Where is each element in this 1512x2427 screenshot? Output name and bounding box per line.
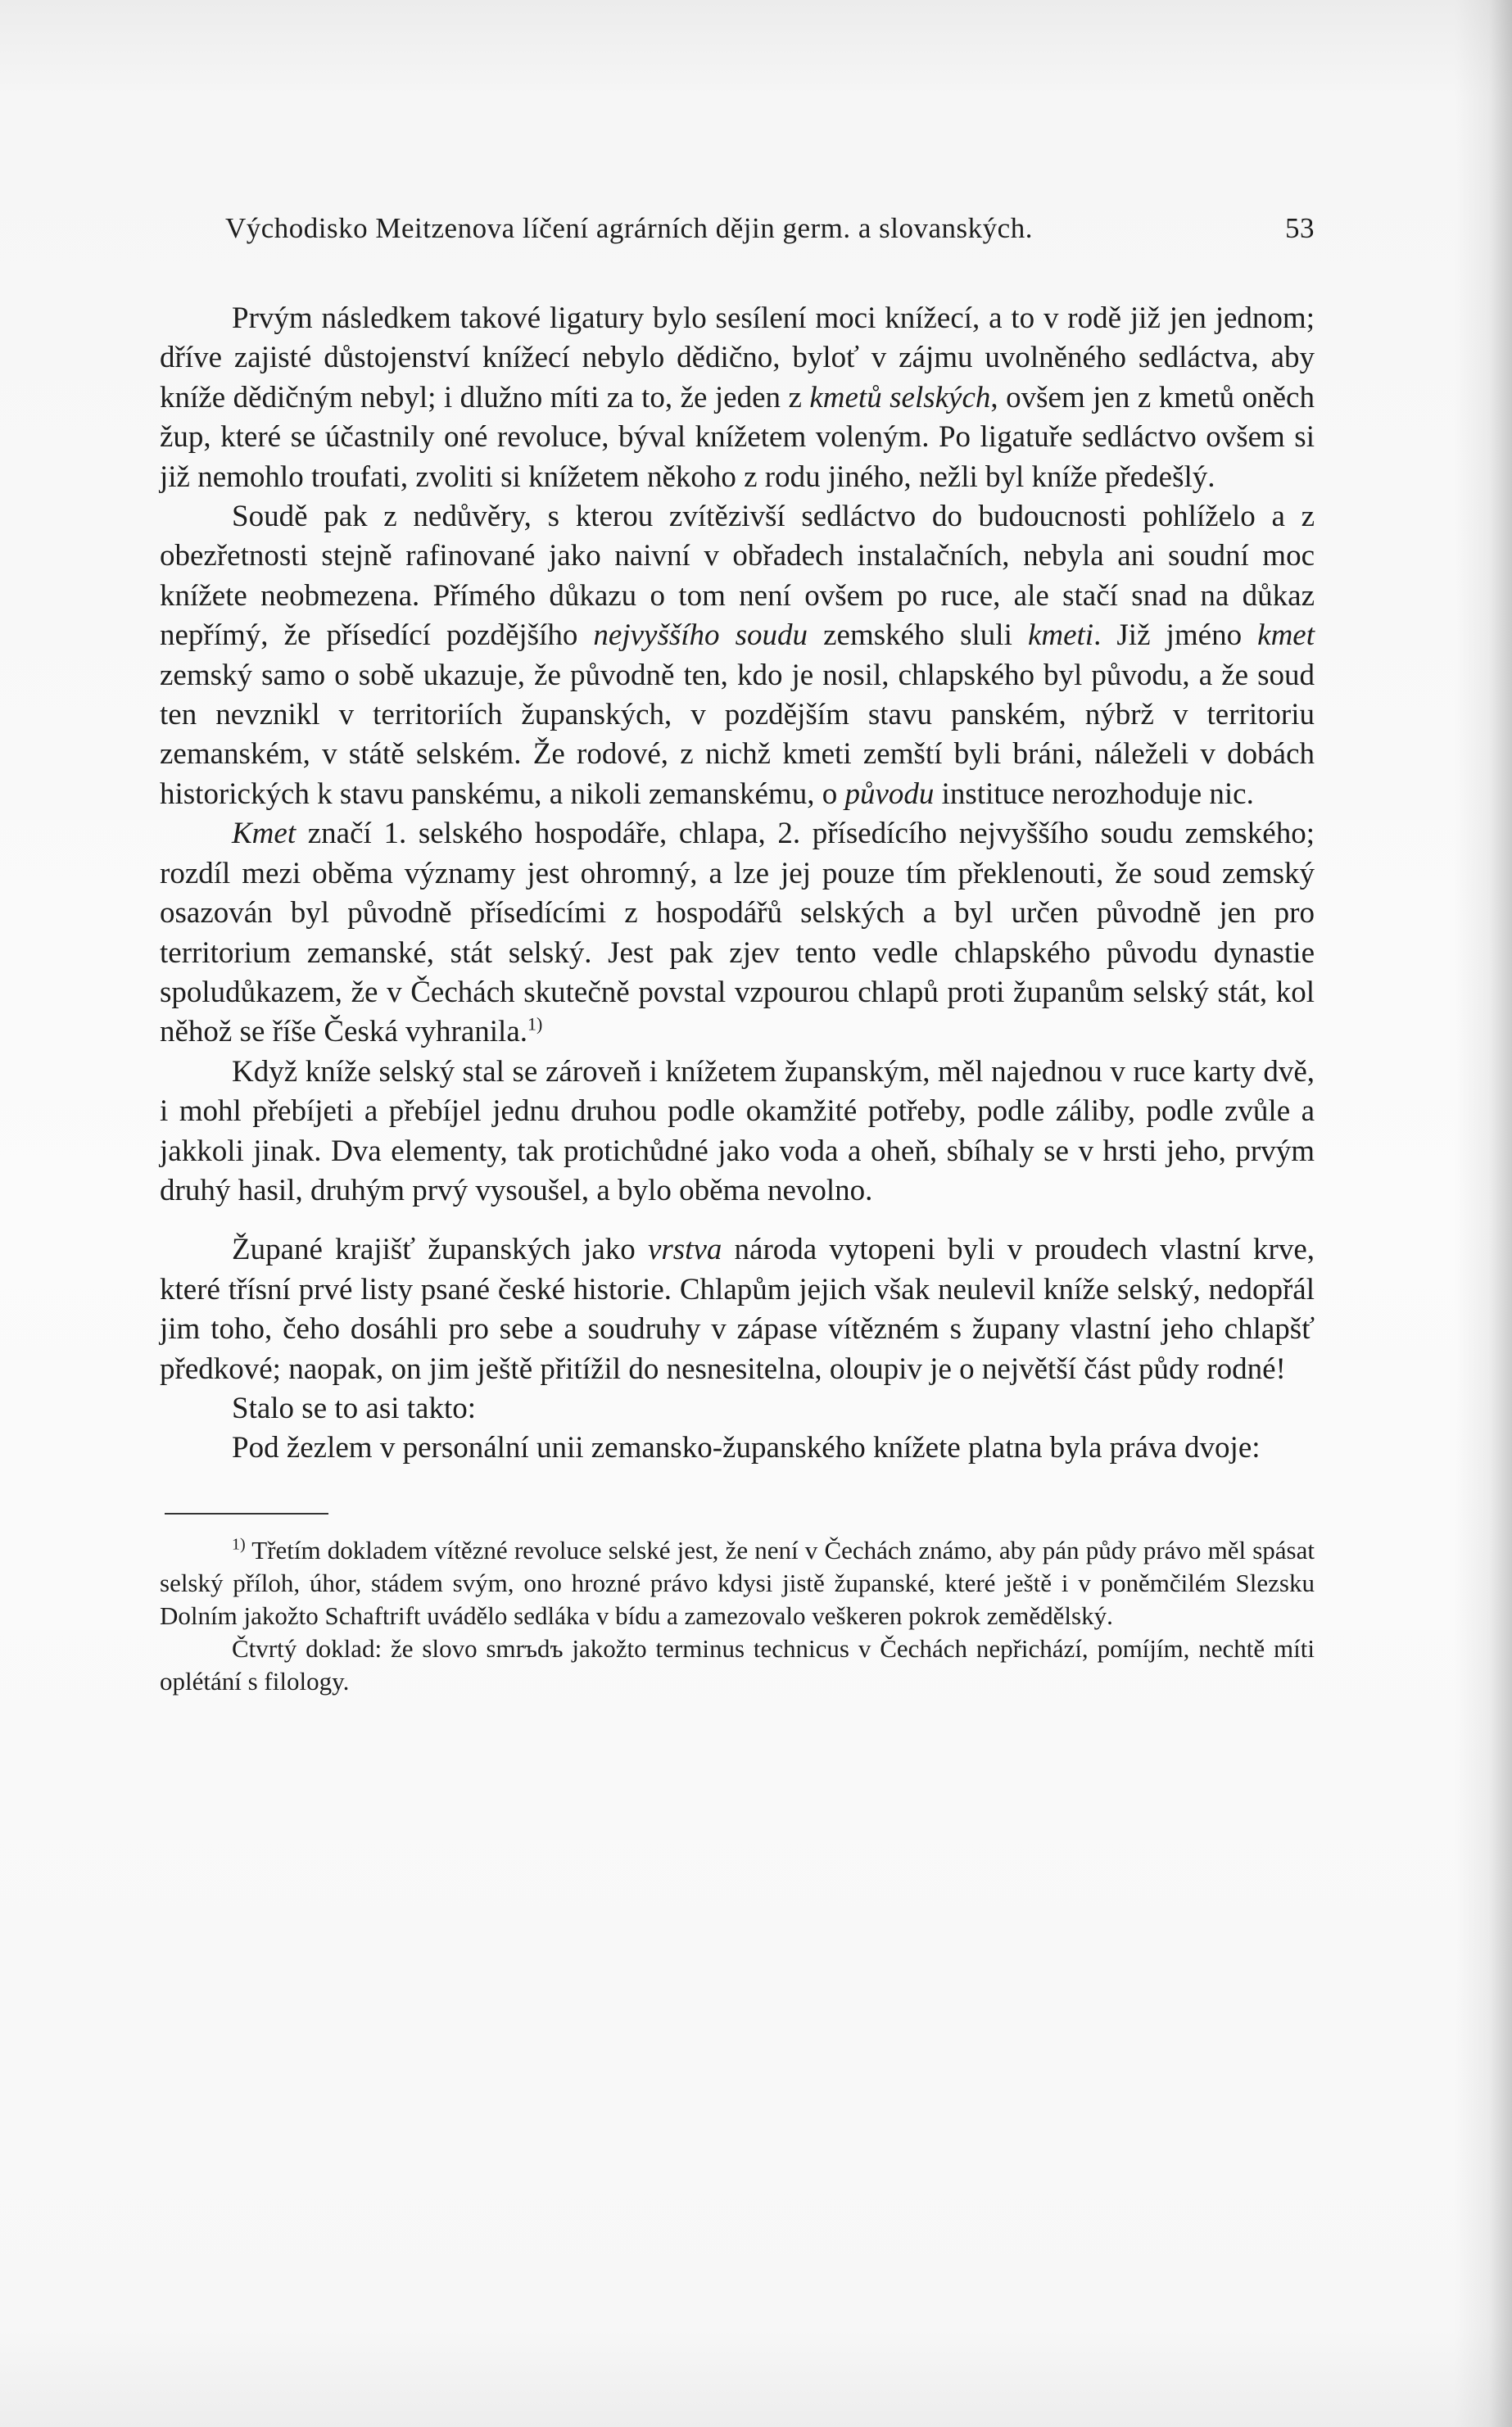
running-head — [225, 209, 1315, 248]
emphasis: nejvyššího soudu — [593, 618, 808, 653]
running-head-title: Východisko Meitzenova líčení agrárních dějin germ. a slovanských. — [225, 212, 1033, 244]
paragraph-7: Pod žezlem v personální unii zemansko-županského knížete platna byla práva dvoje: — [232, 1431, 1261, 1465]
emphasis: původu — [844, 777, 935, 811]
paragraph-2: Soudě pak z nedůvěry, s kterou zvítězivší sedláctvo do budoucnosti pohlíželo a z obezřetnosti stejně rafinované jako naivní v obřadech instalačních, nebyla ani soudní moc knížete neobmezena. Přímého důkazu o tom není ovšem po ruce, ale stačí snad na důkaz nepřímý, že přísedící pozdějšího nejvyššího soudu zemského sluli kmeti. Již jméno kmet zemský samo o sobě ukazuje, že původně ten, kdo je nosil, chlapského byl původu, a že soud ten nevznikl v territoriích županských, v pozdějším stavu panském, nýbrž v territoriu zemanském, v státě selském. Že rodové, z nichž kmeti zemští byli bráni, náleželi v dobách historických k stavu panskému, a nikoli zemanskému, o původu instituce nerozhoduje nic. — [160, 500, 1315, 811]
emphasis: Kmet — [232, 817, 297, 851]
emphasis: kmeti — [1027, 618, 1094, 653]
paragraph-1: Prvým následkem takové ligatury bylo sesílení moci knížecí, a to v rodě již jen jednom; dříve zajisté důstojenství knížecí nebylo dědično, byloť v zájmu uvolněného sedláctva, aby kníže dědičným nebyl; i dlužno míti za to, že jeden z kmetů selských, ovšem jen z kmetů oněch žup, které se účastnily oné revoluce, býval knížetem voleným. Po ligatuře sedláctvo ovšem si již nemohlo troufati, zvoliti si knížetem někoho z rodu jiného, nežli byl kníže předešlý. — [160, 301, 1315, 494]
footnote-mark: 1) — [232, 1535, 246, 1554]
paragraph-3: Kmet značí 1. selského hospodáře, chlapa, 2. přísedícího nejvyššího soudu zemského; rozdíl mezi oběma významy jest ohromný, a lze jej pouze tím překlenouti, že soud zemský osazován byl původně přísedícími z hospodářů selských a byl určen původně jen pro territorium zemanské, stát selský. Jest pak zjev tento vedle chlapského původu dynastie spoludůkazem, že v Čechách skutečně povstal vzpourou chlapů proti županům selský stát, kol něhož se říše Česká vyhranila.$^{1)}$ — [160, 817, 1315, 1049]
emphasis: kmet — [1257, 618, 1315, 653]
emphasis: kmetů selských — [809, 380, 991, 414]
paragraph-6: Stalo se to asi takto: — [232, 1391, 477, 1425]
page-edge-shadow — [1455, 0, 1512, 2427]
footnote-reference: 1) — [527, 1013, 543, 1035]
text-block — [160, 209, 1315, 1698]
footnote-rule — [165, 1513, 328, 1515]
emphasis: vrstva — [647, 1233, 722, 1267]
paragraph-4: Když kníže selský stal se zároveň i knížetem županským, měl najednou v ruce karty dvě, i mohl přebíjeti a přebíjel jednu druhou podle okamžité potřeby, podle záliby, podle zvůle a jakkoli jinak. Dva elementy, tak protichůdné jako voda a oheň, sbíhaly se v hrsti jeho, prvým druhý hasil, druhým prvý vysoušel, a bylo oběma nevolno. — [160, 1054, 1315, 1207]
footnote-1-continuation: Čtvrtý doklad: že slovo smrъdъ jakožto terminus technicus v Čechách nepřichází, pomíjím, nechtě míti oplétání s filology. — [160, 1633, 1315, 1696]
paragraph-5: Župané krajišť županských jako vrstva národa vytopeni byli v proudech vlastní krve, které třísní prvé listy psané české historie. Chlapům jejich však neulevil kníže selský, nedopřál jim toho, čeho dosáhli pro sebe a soudruhy v zápase vítězném s župany vlastní jeho chlapšť předkové; naopak, on jim ještě přitížil do nesnesitelna, oloupiv je o největší část půdy rodné! — [160, 1233, 1315, 1386]
page-number: 53 — [1285, 212, 1315, 244]
footnote-1: $^{1)}$ Třetím dokladem vítězné revoluce selské jest, že není v Čechách známo, aby pán půdy právo měl spásat selský příloh, úhor, stádem svým, ono hrozné právo kdysi jistě županské, které ještě i v poněmčilém Slezsku Dolním jakožto Schaftrift uvádělo sedláka v bídu a zamezovalo veškeren pokrok zemědělský. — [160, 1535, 1315, 1630]
